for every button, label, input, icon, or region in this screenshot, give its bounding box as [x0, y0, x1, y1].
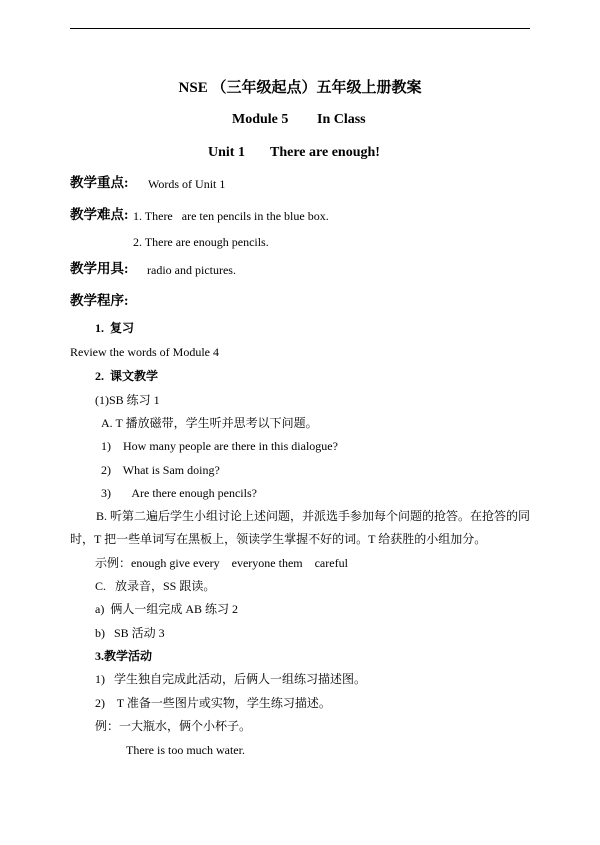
section-2-heading: 2. 课文教学: [95, 369, 159, 383]
section-3-item-2: 2) T 准备一些图片或实物，学生练习描述。: [95, 696, 331, 710]
section-2-c: C. 放录音，SS 跟读。: [95, 579, 216, 593]
header-rule: [70, 28, 530, 29]
section-1-text: Review the words of Module 4: [70, 345, 219, 359]
difficulty-point-1: 1. There are ten pencils in the blue box.: [133, 209, 329, 223]
document-title: NSE （三年级起点）五年级上册教案: [178, 80, 422, 96]
question-3: 3) Are there enough pencils?: [101, 486, 257, 500]
focus-text: Words of Unit 1: [148, 177, 226, 191]
section-2-b: [70, 505, 532, 551]
section-1-heading: 1. 复习: [95, 321, 135, 335]
section-2-b-text: B. 听第二遍后学生小组讨论上述问题，并派选手参加每个问题的抢答。在抢答的同时，T 把一些单词写在黑板上，领读学生掌握不好的词。T 给获胜的小组加分。: [70, 509, 531, 546]
question-1: 1) How many people are there in this dialogue?: [101, 439, 338, 453]
section-3-heading: 3.教学活动: [95, 649, 153, 663]
section-2-sb: (1)SB 练习 1: [95, 393, 160, 407]
focus-label: 教学重点:: [70, 175, 129, 190]
difficulty-point-2: 2. There are enough pencils.: [133, 235, 269, 249]
question-2: 2) What is Sam doing?: [101, 463, 220, 477]
unit-number: Unit 1: [208, 145, 245, 160]
section-3-sentence: There is too much water.: [126, 743, 245, 757]
tools-text: radio and pictures.: [147, 263, 236, 277]
section-2-a: A. T 播放磁带，学生听并思考以下问题。: [101, 416, 318, 430]
section-3-example: 例：一大瓶水，俩个小杯子。: [95, 719, 252, 733]
section-3-item-1: 1) 学生独自完成此活动，后俩人一组练习描述图。: [95, 672, 366, 686]
unit-name: There are enough!: [270, 145, 380, 160]
tools-label: 教学用具:: [70, 261, 129, 276]
procedure-label: 教学程序:: [70, 293, 129, 308]
module-name: In Class: [317, 112, 366, 127]
section-2-c-a: a) 俩人一组完成 AB 练习 2: [95, 602, 238, 616]
section-2-c-b: b) SB 活动 3: [95, 626, 165, 640]
difficulty-label: 教学难点:: [70, 207, 129, 222]
example-words: 示例：enough give every everyone them careful: [95, 556, 348, 570]
module-number: Module 5: [232, 112, 289, 127]
